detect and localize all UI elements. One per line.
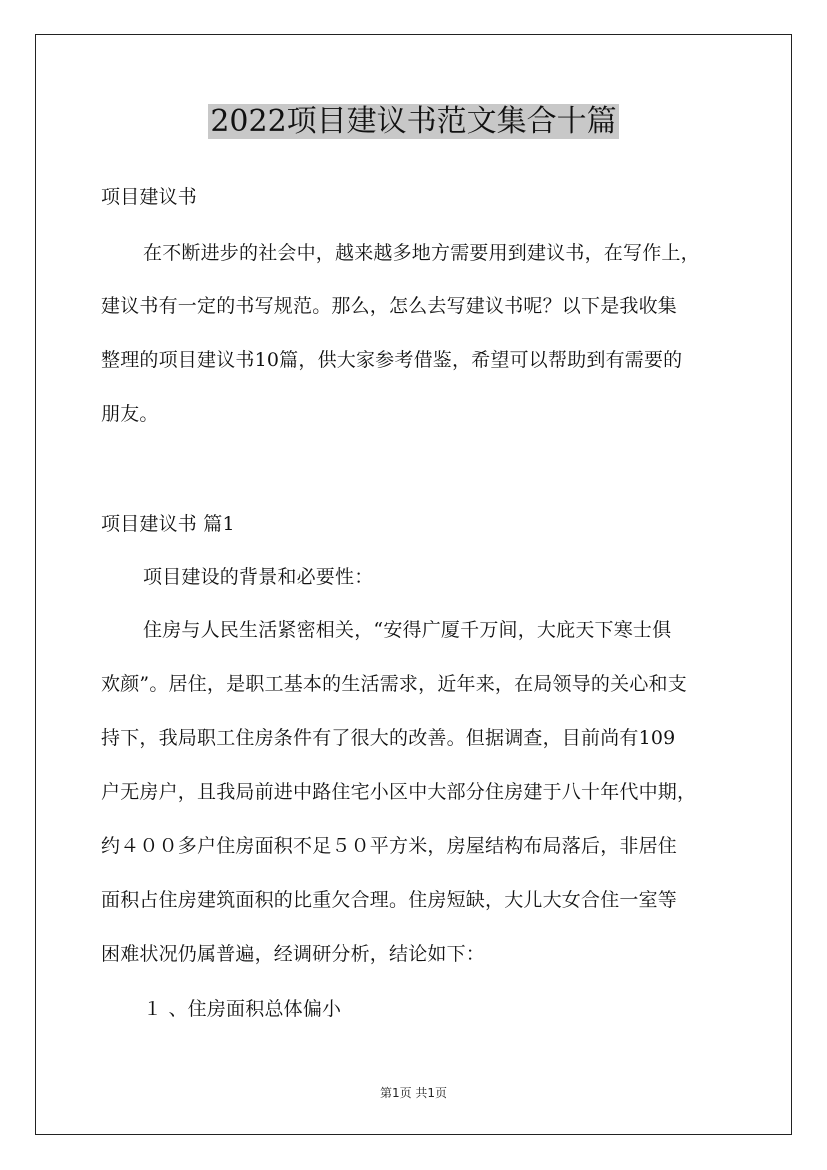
body-line-1: 住房与人民生活紧密相关，“安得广厦千万间，大庇天下寒士俱 <box>143 619 672 641</box>
page-footer: 第1页 共1页 <box>379 1086 448 1100</box>
subheading: 项目建设的背景和必要性： <box>143 566 374 588</box>
section-heading: 项目建议书 <box>101 186 198 208</box>
body-line-5: 约４００多户住房面积不足５０平方米，房屋结构布局落后，非居住 <box>101 835 678 857</box>
article-heading: 项目建议书 篇1 <box>101 513 235 535</box>
intro-line-1: 在不断进步的社会中，越来越多地方需要用到建议书，在写作上， <box>143 242 700 264</box>
intro-line-4: 朋友。 <box>101 403 159 425</box>
body-line-3: 持下，我局职工住房条件有了很大的改善。但据调查，目前尚有109 <box>101 727 676 749</box>
body-line-4: 户无房户，且我局前进中路住宅小区中大部分住房建于八十年代中期， <box>101 781 697 803</box>
body-line-6: 面积占住房建筑面积的比重欠合理。住房短缺，大儿大女合住一室等 <box>101 889 678 911</box>
body-line-2: 欢颜”。居住，是职工基本的生活需求，近年来，在局领导的关心和支 <box>101 673 687 695</box>
intro-line-2: 建议书有一定的书写规范。那么，怎么去写建议书呢？以下是我收集 <box>101 295 678 317</box>
body-line-7: 困难状况仍属普遍，经调研分析，结论如下： <box>101 943 486 965</box>
document-title <box>0 102 827 142</box>
document-title-text: 2022项目建议书范文集合十篇 <box>210 104 617 139</box>
intro-line-3: 整理的项目建议书10篇，供大家参考借鉴，希望可以帮助到有需要的 <box>101 349 683 371</box>
list-item: １ 、住房面积总体偏小 <box>143 998 342 1020</box>
